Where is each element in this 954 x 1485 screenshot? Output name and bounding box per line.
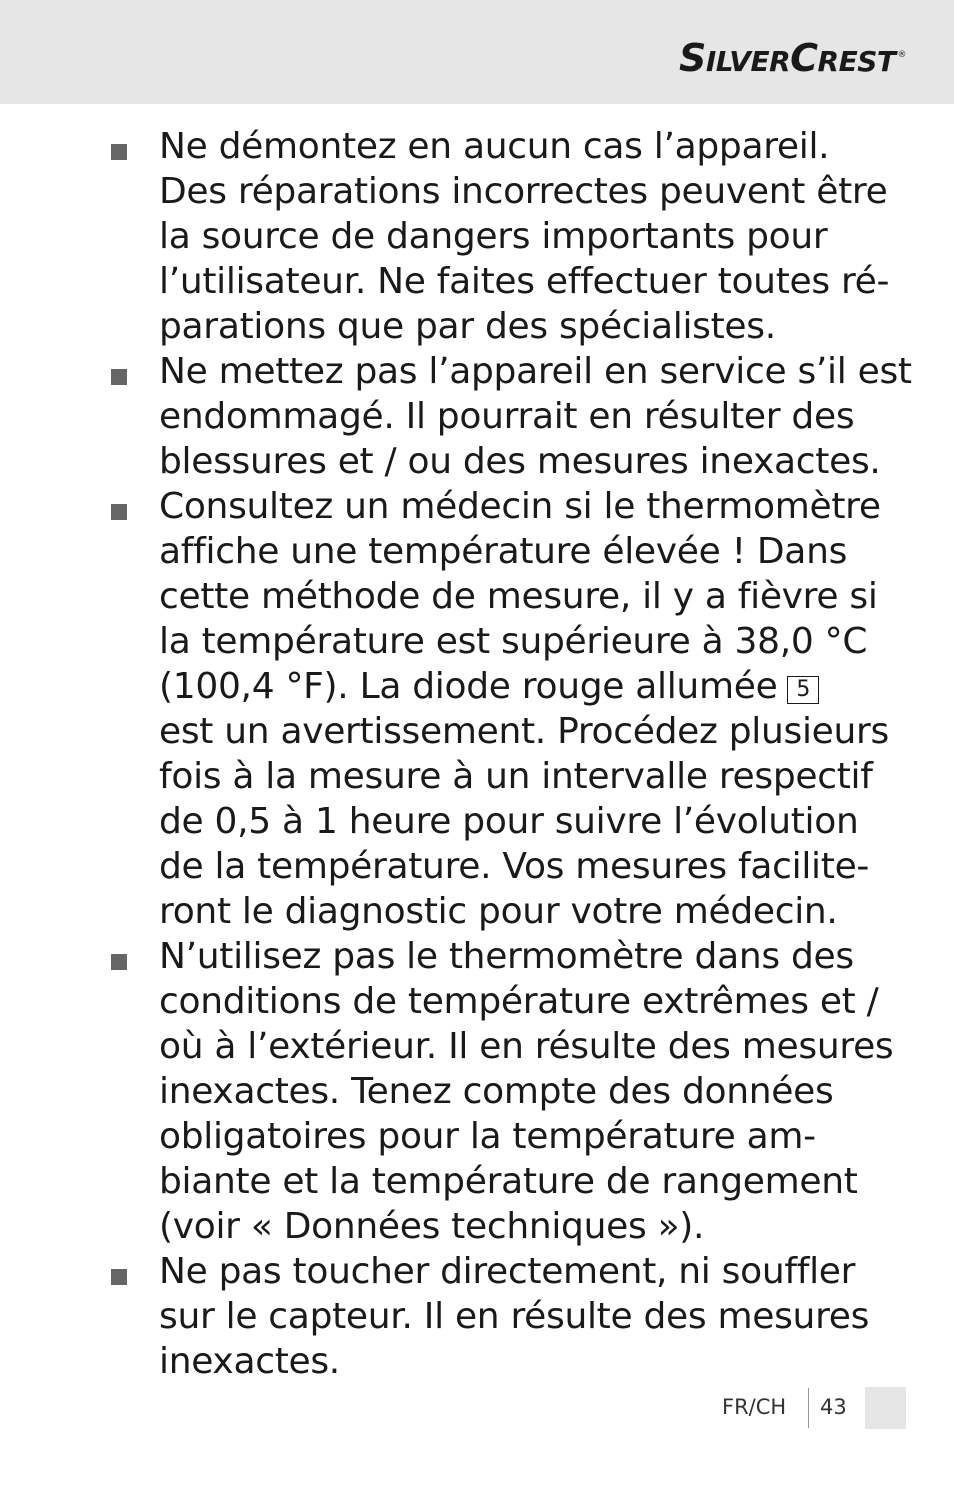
text-line: la source de dangers importants pour [159, 216, 828, 257]
text-line: parations que par des spécialistes. [159, 306, 776, 347]
text-line: sur le capteur. Il en résulte des mesures [159, 1296, 870, 1337]
text-line: ront le diagnostic pour votre médecin. [159, 891, 838, 932]
brand-letters: REST [817, 45, 896, 78]
text-line: est un avertissement. Procédez plusieurs [159, 711, 890, 752]
footer-divider [808, 1388, 809, 1428]
text-line: blessures et / ou des mesures inexactes. [159, 441, 881, 482]
text-line-with-ref [159, 664, 819, 709]
text-line: inexactes. [159, 1341, 340, 1382]
text-line: cette méthode de mesure, il y a fièvre si [159, 576, 878, 617]
text-line: affiche une température élevée ! Dans [159, 531, 848, 572]
bullet-square-icon [111, 1269, 127, 1285]
text-line: inexactes. Tenez compte des données [159, 1071, 834, 1112]
text-line: l’utilisateur. Ne faites effectuer toutes ré- [159, 261, 890, 302]
footer-language: FR/CH [722, 1395, 787, 1419]
text-line: Ne pas toucher directement, ni souffler [159, 1251, 856, 1292]
text-line: conditions de température extrêmes et / [159, 981, 879, 1022]
text-line: de la température. Vos mesures facilite- [159, 846, 870, 887]
text-line: fois à la mesure à un intervalle respectif [159, 756, 873, 797]
bullet-square-icon [111, 504, 127, 520]
bullet-square-icon [111, 144, 127, 160]
text-line: Ne démontez en aucun cas l’appareil. [159, 126, 830, 167]
text-line: obligatoires pour la température am- [159, 1116, 816, 1157]
registered-mark: ® [897, 50, 906, 60]
text-line: endommagé. Il pourrait en résulter des [159, 396, 855, 437]
text-line: (100,4 °F). La diode rouge allumée [159, 666, 778, 707]
text-line: N’utilisez pas le thermomètre dans des [159, 936, 854, 977]
brand-logo [679, 36, 906, 80]
brand-letters: ILVER [705, 45, 791, 78]
text-line: Ne mettez pas l’appareil en service s’il est [159, 351, 912, 392]
brand-letter: S [679, 36, 706, 80]
bullet-square-icon [111, 954, 127, 970]
page-number: 43 [820, 1395, 847, 1419]
brand-letter: C [790, 36, 818, 80]
reference-number-box: 5 [787, 676, 819, 704]
bullet-square-icon [111, 369, 127, 385]
text-line: de 0,5 à 1 heure pour suivre l’évolution [159, 801, 859, 842]
text-line: (voir « Données techniques »). [159, 1206, 705, 1247]
text-line: Consultez un médecin si le thermomètre [159, 486, 881, 527]
text-line: la température est supérieure à 38,0 °C [159, 621, 868, 662]
text-line: Des réparations incorrectes peuvent être [159, 171, 888, 212]
footer-tab [865, 1387, 906, 1429]
text-line: biante et la température de rangement [159, 1161, 858, 1202]
text-line: où à l’extérieur. Il en résulte des mesures [159, 1026, 894, 1067]
